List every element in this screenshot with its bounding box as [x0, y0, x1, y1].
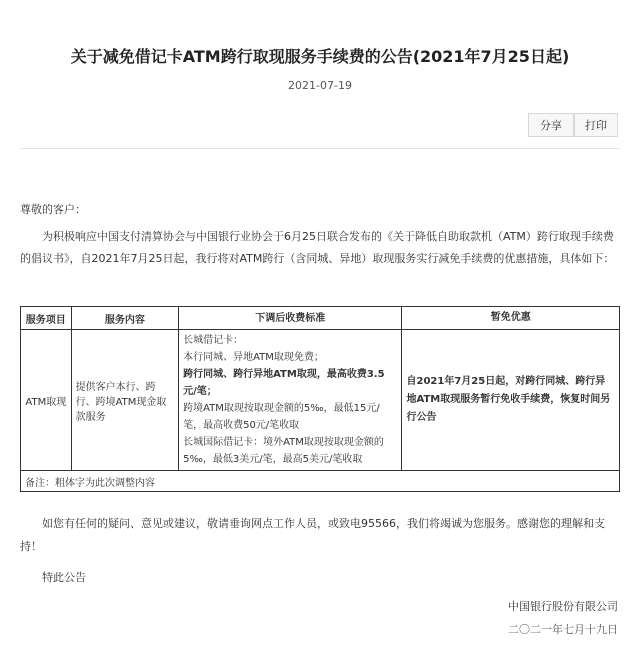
header-waiver: 暂免优惠	[402, 307, 620, 330]
issuer-name: 中国银行股份有限公司	[508, 600, 618, 613]
announcement-closing: 特此公告	[42, 571, 86, 584]
cell-service-content: 提供客户本行、跨行、跨境ATM现金取款服务	[71, 330, 178, 471]
standard-line: 长城国际借记卡：境外ATM取现按取现金额的5‰，最低3美元/笔，最高5美元/笔收取	[183, 437, 384, 465]
header-fee-standard: 下调后收费标准	[179, 307, 402, 330]
fee-table	[20, 306, 620, 492]
greeting: 尊敬的客户：	[20, 203, 86, 216]
print-button[interactable]: 打印	[574, 113, 618, 137]
table-note-row	[21, 471, 620, 492]
standard-line: 本行同城、异地ATM取现免费；	[183, 352, 324, 363]
standard-line-bold: 跨行同城、跨行异地ATM取现，最高收费3.5元/笔；	[183, 369, 385, 397]
intro-paragraph: 为积极响应中国支付清算协会与中国银行业协会于6月25日联合发布的《关于降低自助取款机（ATM）跨行取现手续费的倡议书》，自2021年7月25日起，我行将对ATM跨行（含同城、异地）取现服务实行减免手续费的优惠措施，具体如下：	[20, 230, 615, 265]
signature-date: 二〇二一年七月十九日	[508, 623, 618, 636]
table-row	[21, 330, 620, 471]
share-button[interactable]: 分享	[528, 113, 574, 137]
cell-fee-standard	[179, 330, 402, 471]
cell-waiver: 自2021年7月25日起，对跨行同城、跨行异地ATM取现服务暂行免收手续费，恢复时间另行公告	[402, 330, 620, 471]
header-service-item: 服务项目	[21, 307, 72, 330]
closing-paragraph: 如您有任何的疑问、意见或建议，敬请垂询网点工作人员，或致电95566，我们将竭诚为您服务。感谢您的理解和支持！	[20, 517, 605, 553]
header-service-content: 服务内容	[71, 307, 178, 330]
table-header-row	[21, 307, 620, 330]
standard-line: 跨境ATM取现按取现金额的5‰，最低15元/笔，最高收费50元/笔收取	[183, 403, 380, 431]
table-note: 备注：粗体字为此次调整内容	[21, 471, 620, 492]
page-title: 关于减免借记卡ATM跨行取现服务手续费的公告(2021年7月25日起)	[70, 47, 570, 66]
publish-date: 2021-07-19	[288, 79, 352, 92]
header-divider	[20, 148, 620, 149]
standard-line: 长城借记卡：	[183, 335, 244, 346]
cell-service-item: ATM取现	[21, 330, 72, 471]
